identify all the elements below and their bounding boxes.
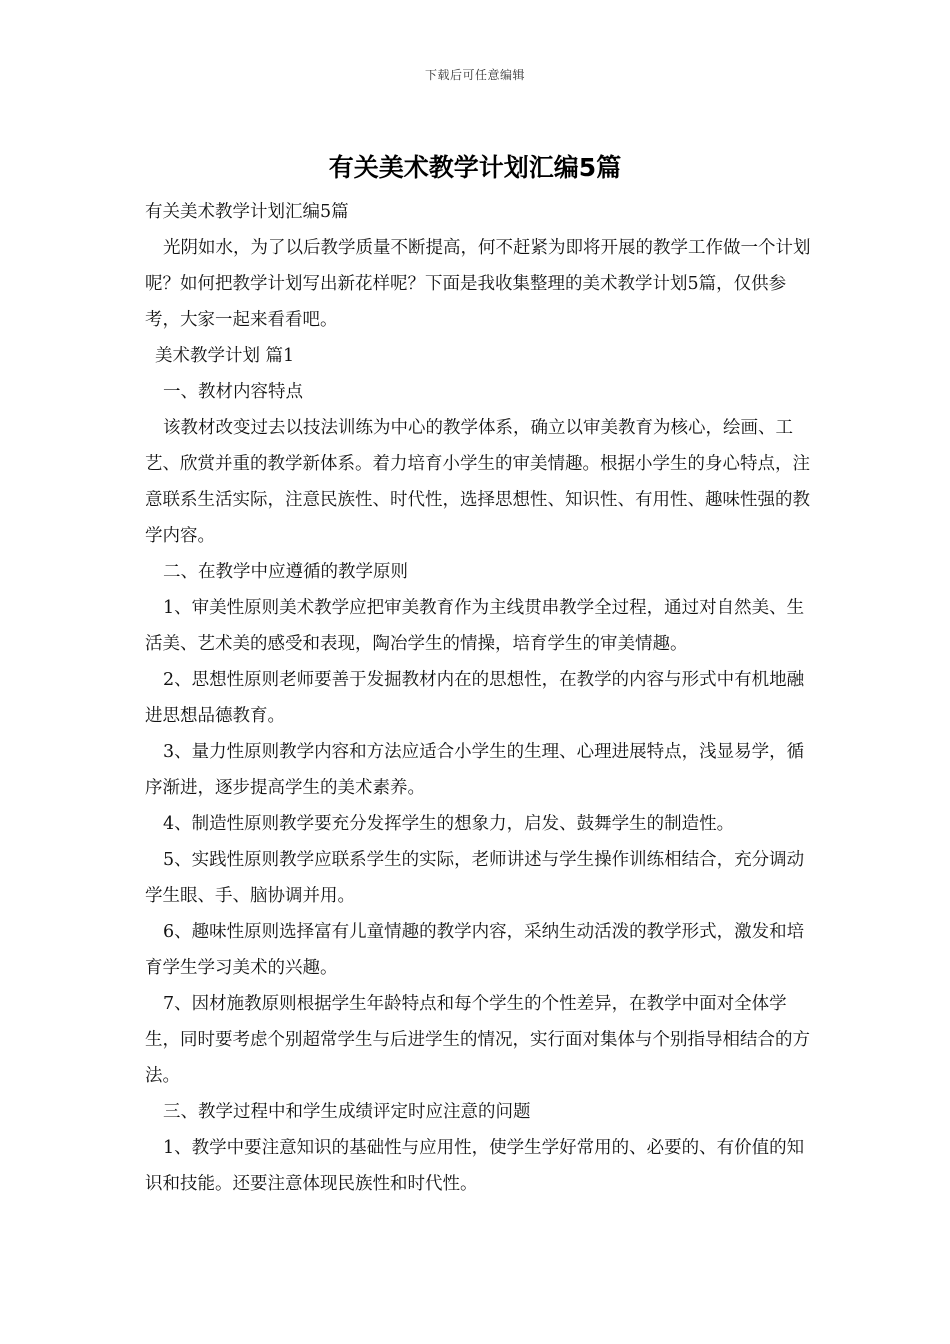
principle-item: 1、审美性原则美术教学应把审美教育作为主线贯串教学全过程，通过对自然美、生活美、艺术美的感受和表现，陶冶学生的情操，培育学生的审美情趣。 xyxy=(145,598,805,654)
document-body xyxy=(145,194,815,1202)
section-heading: 美术教学计划 篇1 xyxy=(155,346,295,366)
principle-item: 6、趣味性原则选择富有儿童情趣的教学内容，采纳生动活泼的教学形式，激发和培育学生学习美术的兴趣。 xyxy=(145,922,805,978)
document-subtitle: 有关美术教学计划汇编5篇 xyxy=(145,202,349,222)
principle-item: 5、实践性原则教学应联系学生的实际，老师讲述与学生操作训练相结合，充分调动学生眼、手、脑协调并用。 xyxy=(145,850,805,906)
document-title: 有关美术教学计划汇编5篇 xyxy=(328,153,622,182)
part3-heading: 三、教学过程中和学生成绩评定时应注意的问题 xyxy=(163,1102,531,1122)
part1-paragraph: 该教材改变过去以技法训练为中心的教学体系，确立以审美教育为核心，绘画、工艺、欣赏并重的教学新体系。着力培育小学生的审美情趣。根据小学生的身心特点，注意联系生活实际，注意民族性、时代性，选择思想性、知识性、有用性、趣味性强的教学内容。 xyxy=(145,418,810,546)
intro-paragraph: 光阴如水，为了以后教学质量不断提高，何不赶紧为即将开展的教学工作做一个计划呢？如何把教学计划写出新花样呢？下面是我收集整理的美术教学计划5篇，仅供参考，大家一起来看看吧。 xyxy=(145,238,811,330)
part2-heading: 二、在教学中应遵循的教学原则 xyxy=(163,562,408,582)
principle-item: 3、量力性原则教学内容和方法应适合小学生的生理、心理进展特点，浅显易学，循序渐进，逐步提高学生的美术素养。 xyxy=(145,742,805,798)
header-note: 下载后可任意编辑 xyxy=(424,68,525,82)
part1-heading: 一、教材内容特点 xyxy=(163,382,303,402)
part3-item: 1、教学中要注意知识的基础性与应用性，使学生学好常用的、必要的、有价值的知识和技能。还要注意体现民族性和时代性。 xyxy=(145,1138,805,1194)
principle-item: 2、思想性原则老师要善于发掘教材内在的思想性，在教学的内容与形式中有机地融进思想品德教育。 xyxy=(145,670,805,726)
principle-item: 4、制造性原则教学要充分发挥学生的想象力，启发、鼓舞学生的制造性。 xyxy=(163,814,735,834)
principle-item: 7、因材施教原则根据学生年龄特点和每个学生的个性差异，在教学中面对全体学生，同时要考虑个别超常学生与后进学生的情况，实行面对集体与个别指导相结合的方法。 xyxy=(145,994,810,1086)
